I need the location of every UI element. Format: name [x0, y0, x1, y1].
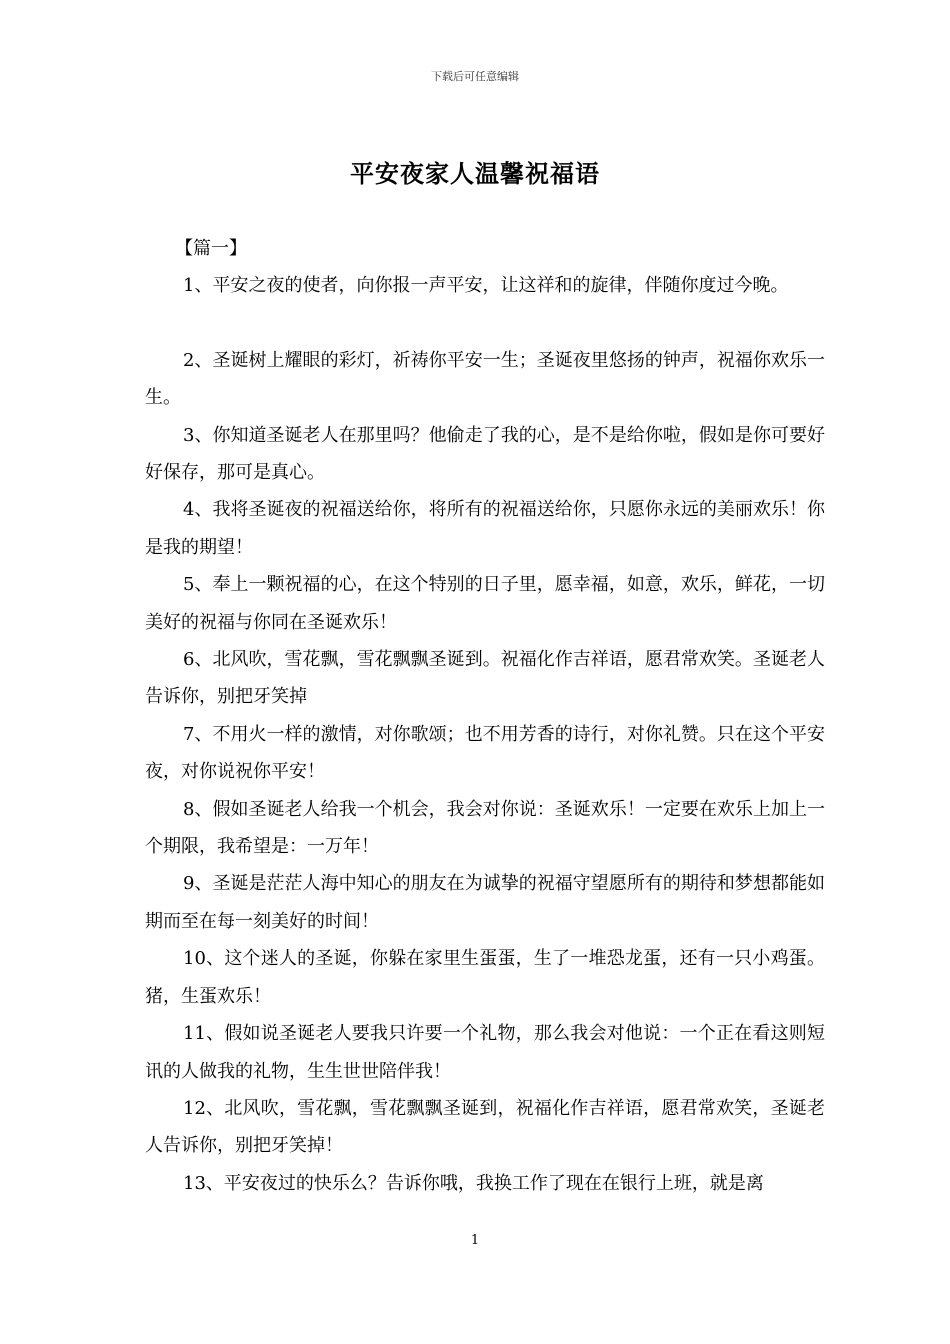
document-body — [145, 230, 825, 1202]
paragraph-3: 3、你知道圣诞老人在那里吗？他偷走了我的心，是不是给你啦，假如是你可要好好保存，那可是真心。 — [145, 424, 825, 484]
paragraph-9: 9、圣诞是茫茫人海中知心的朋友在为诚挚的祝福守望愿所有的期待和梦想都能如期而至在每一刻美好的时间！ — [145, 873, 825, 932]
section-label: 【篇一】 — [175, 238, 247, 259]
header-note: 下载后可任意编辑 — [431, 70, 519, 83]
paragraph-13: 13、平安夜过的快乐么？告诉你哦，我换工作了现在在银行上班，就是离 — [183, 1172, 764, 1194]
paragraph-7: 7、不用火一样的激情，对你歌颂；也不用芳香的诗行，对你礼赞。只在这个平安夜，对你说祝你平安！ — [145, 723, 825, 783]
paragraph-2: 2、圣诞树上耀眼的彩灯，祈祷你平安一生；圣诞夜里悠扬的钟声，祝福你欢乐一生。 — [145, 349, 825, 409]
paragraph-6: 6、北风吹，雪花飘，雪花飘飘圣诞到。祝福化作吉祥语，愿君常欢笑。圣诞老人告诉你，别把牙笑掉 — [145, 649, 825, 708]
paragraph-8: 8、假如圣诞老人给我一个机会，我会对你说：圣诞欢乐！一定要在欢乐上加上一个期限，我希望是：一万年！ — [145, 798, 825, 858]
paragraph-11: 11、假如说圣诞老人要我只许要一个礼物，那么我会对他说：一个正在看这则短讯的人做我的礼物，生生世世陪伴我！ — [145, 1023, 825, 1082]
paragraph-1: 1、平安之夜的使者，向你报一声平安，让这祥和的旋律，伴随你度过今晚。 — [183, 275, 789, 297]
page-number: 1 — [470, 1233, 480, 1248]
paragraph-10: 10、这个迷人的圣诞，你躲在家里生蛋蛋，生了一堆恐龙蛋，还有一只小鸡蛋。猪，生蛋欢乐！ — [145, 948, 825, 1007]
document-title: 平安夜家人温馨祝福语 — [350, 159, 600, 188]
paragraph-4: 4、我将圣诞夜的祝福送给你，将所有的祝福送给你，只愿你永远的美丽欢乐！你是我的期望！ — [145, 499, 825, 558]
paragraph-5: 5、奉上一颗祝福的心，在这个特别的日子里，愿幸福，如意，欢乐，鲜花，一切美好的祝福与你同在圣诞欢乐！ — [145, 574, 825, 633]
paragraph-12: 12、北风吹，雪花飘，雪花飘飘圣诞到，祝福化作吉祥语，愿君常欢笑，圣诞老人告诉你，别把牙笑掉！ — [145, 1097, 825, 1157]
